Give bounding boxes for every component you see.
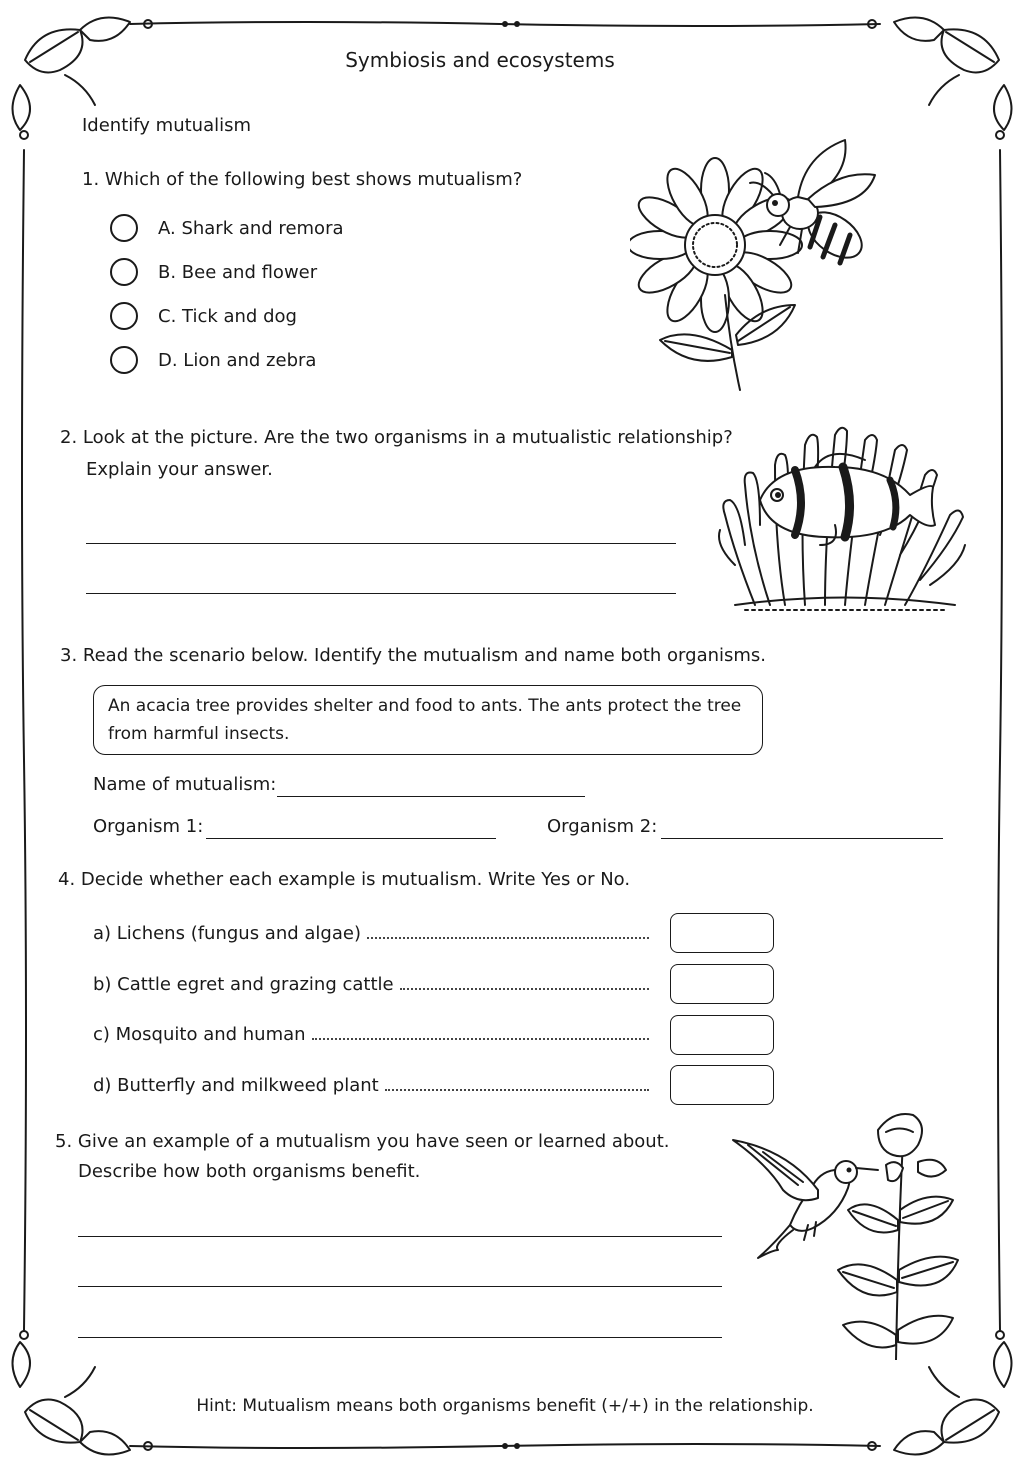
- mutualism-name-label: Name of mutualism:: [93, 774, 277, 795]
- option-d[interactable]: [110, 345, 316, 375]
- question-2-line1: 2. Look at the picture. Are the two organisms in a mutualistic relationship?: [60, 427, 733, 448]
- organism-1-label: Organism 1:: [93, 816, 204, 837]
- section-heading: Identify mutualism: [82, 115, 252, 136]
- answer-box-d[interactable]: [670, 1065, 774, 1105]
- example-row-a: [93, 918, 653, 944]
- answer-box-c[interactable]: [670, 1015, 774, 1055]
- leaf-corner-icon: [13, 18, 131, 131]
- example-row-b: [93, 969, 653, 995]
- leaf-corner-icon: [894, 18, 1012, 131]
- scenario-box: [93, 685, 763, 755]
- dotted-leader: [367, 937, 649, 939]
- radio-option-c[interactable]: [110, 302, 138, 330]
- q2-answer-line-1[interactable]: [86, 517, 676, 544]
- option-label: D. Lion and zebra: [158, 349, 317, 371]
- example-row-d: [93, 1070, 653, 1096]
- worksheet-title: Symbiosis and ecosystems: [345, 48, 615, 72]
- option-a[interactable]: [110, 213, 344, 243]
- organism-2-label: Organism 2:: [547, 816, 658, 837]
- q2-answer-line-2[interactable]: [86, 567, 676, 594]
- question-1: 1. Which of the following best shows mutualism?: [82, 169, 523, 190]
- mutualism-name-field[interactable]: [277, 770, 585, 797]
- example-label: a) Lichens (fungus and algae): [93, 923, 361, 944]
- scenario-text-line1: An acacia tree provides shelter and food to ants. The ants protect the tree: [108, 696, 742, 716]
- dotted-leader: [385, 1089, 649, 1091]
- question-4: 4. Decide whether each example is mutualism. Write Yes or No.: [58, 869, 631, 890]
- answer-box-b[interactable]: [670, 964, 774, 1004]
- question-5-line2: Describe how both organisms benefit.: [78, 1161, 421, 1182]
- hint-text: Hint: Mutualism means both organisms benefit (+/+) in the relationship.: [196, 1396, 814, 1416]
- example-row-c: [93, 1019, 653, 1045]
- question-5-line1: 5. Give an example of a mutualism you have seen or learned about.: [55, 1131, 670, 1152]
- scenario-text-line2: from harmful insects.: [108, 724, 290, 744]
- example-label: c) Mosquito and human: [93, 1024, 306, 1045]
- option-label: B. Bee and flower: [158, 261, 318, 283]
- example-label: d) Butterfly and milkweed plant: [93, 1075, 379, 1096]
- flower-bee-illustration: [630, 135, 880, 395]
- q5-answer-line-3[interactable]: [78, 1311, 722, 1338]
- radio-option-b[interactable]: [110, 258, 138, 286]
- hummingbird-flower-illustration: [728, 1110, 963, 1360]
- question-2-line2: Explain your answer.: [86, 459, 273, 480]
- option-label: A. Shark and remora: [158, 217, 344, 239]
- option-b[interactable]: [110, 257, 317, 287]
- example-label: b) Cattle egret and grazing cattle: [93, 974, 394, 995]
- q5-answer-line-2[interactable]: [78, 1260, 722, 1287]
- clownfish-anemone-illustration: [715, 405, 970, 615]
- radio-option-a[interactable]: [110, 214, 138, 242]
- question-3: 3. Read the scenario below. Identify the mutualism and name both organisms.: [60, 645, 767, 666]
- option-label: C. Tick and dog: [158, 305, 297, 327]
- answer-box-a[interactable]: [670, 913, 774, 953]
- q5-answer-line-1[interactable]: [78, 1210, 722, 1237]
- organism-1-field[interactable]: [206, 812, 496, 839]
- dotted-leader: [312, 1038, 649, 1040]
- radio-option-d[interactable]: [110, 346, 138, 374]
- organism-2-field[interactable]: [661, 812, 943, 839]
- option-c[interactable]: [110, 301, 297, 331]
- dotted-leader: [400, 988, 649, 990]
